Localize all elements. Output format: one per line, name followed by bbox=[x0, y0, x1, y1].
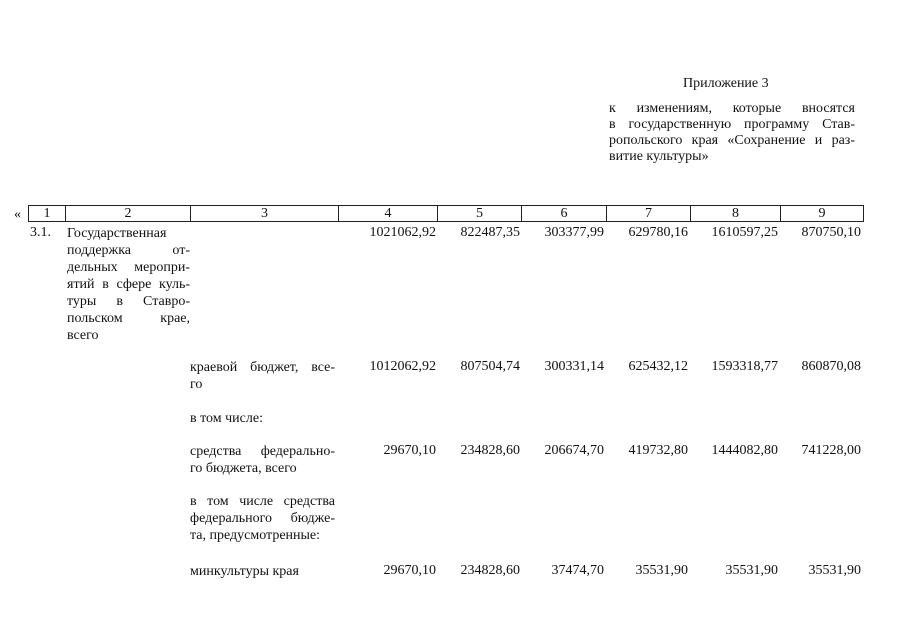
value-cell: 35531,90 bbox=[725, 563, 778, 578]
col-number: 6 bbox=[522, 206, 607, 222]
row-source-line: в том числе средства bbox=[190, 494, 335, 509]
col-number: 9 bbox=[781, 206, 864, 222]
value-cell: 206674,70 bbox=[544, 443, 604, 458]
row-source-line: в том числе: bbox=[190, 411, 263, 426]
row-number: 3.1. bbox=[30, 225, 51, 240]
row-name-line: туры в Ставро- bbox=[67, 294, 190, 309]
row-source-line: федерального бюдже- bbox=[190, 511, 335, 526]
col-number: 8 bbox=[691, 206, 781, 222]
col-number: 4 bbox=[339, 206, 438, 222]
row-name-line: Государственная bbox=[67, 226, 167, 241]
value-cell: 1593318,77 bbox=[711, 359, 778, 374]
value-cell: 303377,99 bbox=[544, 225, 604, 240]
value-cell: 1610597,25 bbox=[711, 225, 778, 240]
col-number: 3 bbox=[191, 206, 339, 222]
value-cell: 1021062,92 bbox=[369, 225, 436, 240]
value-cell: 870750,10 bbox=[801, 225, 861, 240]
row-source-line: го bbox=[190, 377, 203, 392]
row-name-line: дельных меропри- bbox=[67, 260, 190, 275]
value-cell: 629780,16 bbox=[628, 225, 688, 240]
note-line: к изменениям, которые вносятся bbox=[609, 101, 855, 116]
col-number: 5 bbox=[438, 206, 522, 222]
row-name-line: всего bbox=[67, 328, 99, 343]
value-cell: 822487,35 bbox=[460, 225, 520, 240]
value-cell: 35531,90 bbox=[808, 563, 861, 578]
row-source-line: краевой бюджет, все- bbox=[190, 360, 335, 375]
value-cell: 37474,70 bbox=[551, 563, 604, 578]
value-cell: 234828,60 bbox=[460, 443, 520, 458]
note-line: ропольского края «Сохранение и раз- bbox=[609, 133, 855, 148]
value-cell: 35531,90 bbox=[635, 563, 688, 578]
value-cell: 29670,10 bbox=[383, 563, 436, 578]
row-name-line: поддержка от- bbox=[67, 243, 190, 258]
note-line: витие культуры» bbox=[609, 149, 709, 164]
value-cell: 625432,12 bbox=[628, 359, 688, 374]
col-number: 7 bbox=[607, 206, 691, 222]
row-name-line: ятий в сфере куль- bbox=[67, 277, 190, 292]
row-source-line: средства федерально- bbox=[190, 444, 335, 459]
row-source bbox=[190, 493, 335, 544]
value-cell: 419732,80 bbox=[628, 443, 688, 458]
note-line: в государственную программу Став- bbox=[609, 117, 855, 132]
row-source-line: минкультуры края bbox=[190, 564, 299, 579]
value-cell: 29670,10 bbox=[383, 443, 436, 458]
row-name-line: польском крае, bbox=[67, 311, 190, 326]
value-cell: 807504,74 bbox=[460, 359, 520, 374]
row-source bbox=[190, 410, 335, 427]
row-source-line: та, предусмотренные: bbox=[190, 528, 321, 543]
row-source bbox=[190, 443, 335, 477]
value-cell: 860870,08 bbox=[801, 359, 861, 374]
value-cell: 1444082,80 bbox=[711, 443, 778, 458]
column-number-header bbox=[28, 205, 864, 222]
value-cell: 300331,14 bbox=[544, 359, 604, 374]
row-source bbox=[190, 359, 335, 393]
col-number: 2 bbox=[66, 206, 191, 222]
row-name bbox=[67, 225, 190, 344]
value-cell: 741228,00 bbox=[801, 443, 861, 458]
row-source bbox=[190, 563, 335, 580]
row-source-line: го бюджета, всего bbox=[190, 461, 297, 476]
value-cell: 234828,60 bbox=[460, 563, 520, 578]
col-number: 1 bbox=[29, 206, 66, 222]
open-quote: « bbox=[14, 207, 21, 222]
appendix-note bbox=[609, 101, 855, 165]
appendix-title: Приложение 3 bbox=[683, 76, 769, 91]
value-cell: 1012062,92 bbox=[369, 359, 436, 374]
